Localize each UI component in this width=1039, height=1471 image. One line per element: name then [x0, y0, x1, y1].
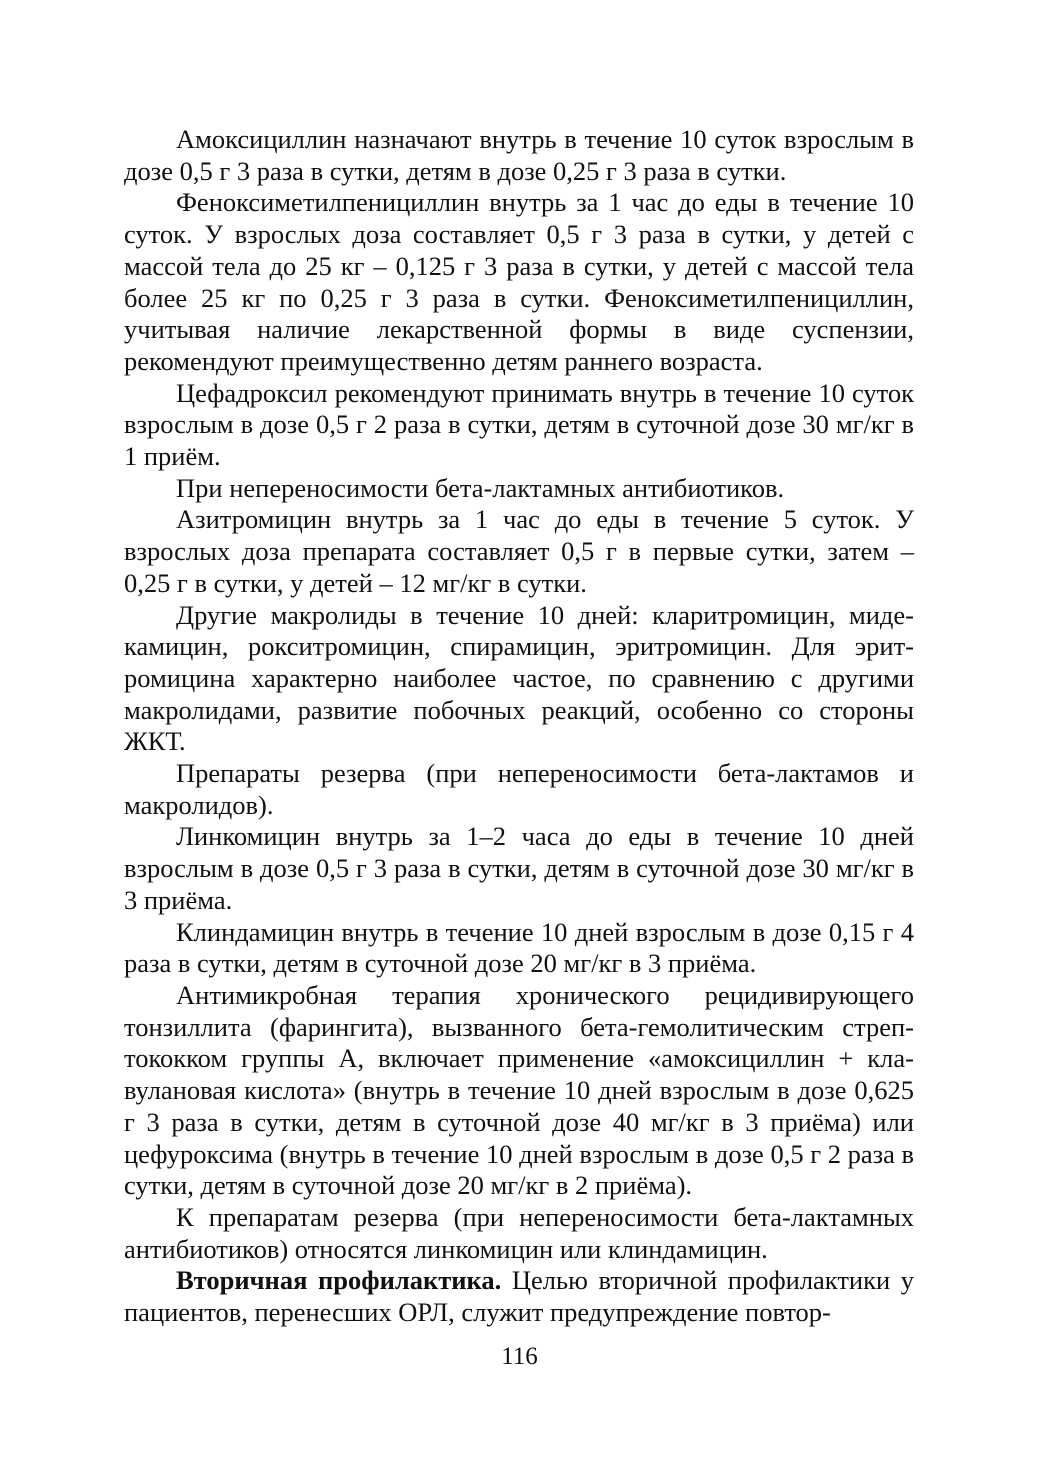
paragraph-phenoxymethylpenicillin: Феноксиметилпенициллин внутрь за 1 час до еды в течение 10 суток. У взрослых доза составляет 0,5 г 3 раза в сутки, у детей с массой тела до 25 кг – 0,125 г 3 раза в сутки, у детей с массой тела более 25 кг по 0,25 г 3 раза в сутки. Феноксиметилпенициллин, учитывая наличие лекарственной формы в виде суспензии, рекомендуют преимущественно детям раннего возраста.: [124, 187, 914, 376]
section-lead-text: Целью вторичной профилактики у пациентов, перенесших ОРЛ, служит предупреждение повтор-: [124, 1265, 914, 1328]
paragraph-clindamycin: Клиндамицин внутрь в течение 10 дней взрослым в дозе 0,15 г 4 раза в сутки, детям в суточной дозе 20 мг/кг в 3 приёма.: [124, 916, 914, 979]
paragraph-other-macrolides: Другие макролиды в течение 10 дней: кларитромицин, мидекамицин, рокситромицин, спирамицин, эритромицин. Для эритромицина характерно наиболее частое, по сравнению с другими макролидами, развитие побочных реакций, особенно со стороны ЖКТ.: [124, 599, 914, 757]
page-body: [124, 124, 914, 1329]
paragraph-azithromycin: Азитромицин внутрь за 1 час до еды в течение 5 суток. У взрослых доза препарата составляет 0,5 г в первые сутки, затем – 0,25 г в сутки, у детей – 12 мг/кг в сутки.: [124, 504, 914, 598]
section-lead-heading: Вторичная профилактика.: [176, 1265, 502, 1296]
paragraph-cefadroxil: Цефадроксил рекомендуют принимать внутрь в течение 10 суток взрослым в дозе 0,5 г 2 раза в сутки, детям в суточной дозе 30 мг/кг в 1 приём.: [124, 377, 914, 472]
paragraph-reserve-antibiotics: К препаратам резерва (при непереносимости бета-лактамных антибиотиков) относятся линкомицин или клиндамицин.: [124, 1201, 914, 1264]
paragraph-amoxicillin: Амоксициллин назначают внутрь в течение 10 суток взрослым в дозе 0,5 г 3 раза в сутки, детям в дозе 0,25 г 3 раза в сутки.: [124, 124, 914, 186]
paragraph-lincomycin: Линкомицин внутрь за 1–2 часа до еды в течение 10 дней взрослым в дозе 0,5 г 3 раза в сутки, детям в суточной дозе 30 мг/кг в 3 приёма.: [124, 821, 914, 915]
paragraph-chronic-tonsillitis-therapy: Антимикробная терапия хронического рецидивирующего тонзиллита (фарингита), вызванного бета-гемолитическим стрептококком группы А, включает применение «амоксициллин + клавулановая кислота» (внутрь в течение 10 дней взрослым в дозе 0,625 г 3 раза в сутки, детям в суточной дозе 40 мг/кг в 3 приёма) или цефуроксима (внутрь в течение 10 дней взрослым в дозе 0,5 г 2 раза в сутки, детям в суточной дозе 20 мг/кг в 2 приёма).: [124, 979, 914, 1201]
paragraph-secondary-prophylaxis: [124, 1265, 914, 1328]
paragraph-beta-lactam-intolerance: При непереносимости бета-лактамных антибиотиков.: [176, 472, 785, 503]
page-number: 116: [501, 1343, 538, 1370]
paragraph-reserve-drugs: Препараты резерва (при непереносимости бета-лактамов и макролидов).: [124, 758, 914, 820]
